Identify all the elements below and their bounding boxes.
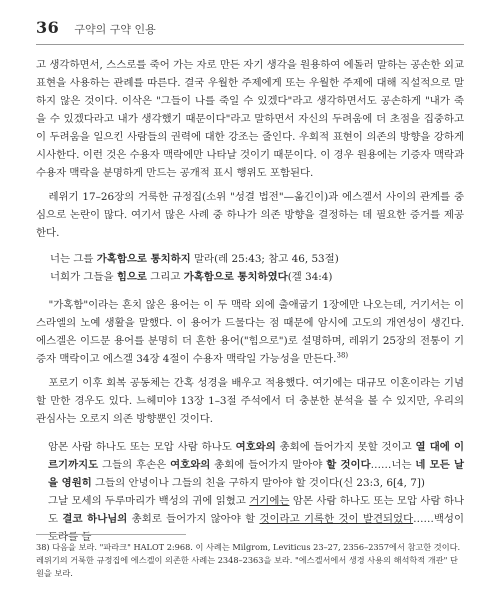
page-number: 36 [36,18,60,37]
footnote-number: 38) [36,542,50,552]
citation-lev: 너는 그를 가혹함으로 통치하지 말라(레 25:43; 참고 46, 53절) [50,253,339,265]
quote-block [48,438,464,546]
paragraph-3: "가혹함"이라는 흔치 않은 용어는 이 두 맥락 외에 출애굽기 1장에만 나오는데, 거기서는 이스라엘의 노예 생활을 말했다. 이 용어가 드물다는 점 때문에 암시에 고도의 개연성이 생긴다. 에스겔은 이드문 용어를 분명히 더 흔한 용어("힘으로")로 설명하며, 레위기 25장의 전통이 기증자 맥락이고 에스겔 34장 4절이 수용자 맥락일 가능성을 만든다.$^{38)}$ [36,299,464,365]
paragraph-2: 레위기 17–26장의 거룩한 규정집(소위 "성결 법전"—옮긴이)과 에스겔서 사이의 관계를 중심으로 논란이 많다. 여기서 많은 사례 중 하나가 의존 방향을 결정하는 데 필요한 증거를 제공한다. [36,191,464,239]
main-text [36,56,464,546]
quote-neh: 그날 모세의 두루마리가 백성의 귀에 읽혔고 거기에는 암몬 사람 하나도 또는 모압 사람 하나도 결코 하나님의 총회로 들어가지 않아야 할 것이라고 기록한 것이 발견되었다……백성이 토라를 들 [48,495,465,543]
footnote-38 [36,541,464,580]
footnote-ref: 38) [336,351,349,360]
quote-deut: 암몬 사람 하나도 또는 모압 사람 하나도 여호와의 총회에 들어가지 못할 것이고 열 대에 이르기까지도 그들의 후손은 여호와의 총회에 들어가지 말아야 할 것이다……너는 네 모든 날을 영원히 그들의 안녕이나 그들의 친을 구하지 말아야 할 것이다(신 23:3, 6[4, 7]) [48,441,465,489]
footnote-text: 다음을 보라. "파라크" HALOT 2:968. 이 사례는 Milgrom, Leviticus 23–27, 2356–2357에서 참고한 것이다. 레위기의 거룩한 규정집에 에스겔이 의존한 사례는 2348–2363을 보라. "에스겔서에서 생경 사용의 해석학적 개관" 단원을 보라. [36,542,461,578]
page-header [36,18,464,40]
footnotes [36,534,464,580]
citation-ezek: 너희가 그들을 힘으로 그리고 가혹함으로 통치하였다(겔 34:4) [50,271,333,283]
running-title: 구약의 구약 인용 [74,23,156,36]
header-rule [36,44,464,45]
paragraph-4: 포로기 이후 회복 공동체는 간혹 성경을 배우고 적용했다. 여기에는 대규모 이혼이라는 기념할 만한 경우도 있다. 느헤미야 13장 1–3절 주석에서 더 충분한 분석을 볼 수 있지만, 우리의 관심사는 오로지 의존 방향뿐인 것이다. [36,377,464,425]
paragraph-1: 고 생각하면서, 스스로를 죽어 가는 자로 만든 자기 생각을 원용하여 에돌러 말하는 공손한 외교 표현을 사용하는 관례를 따른다. 결국 우월한 주제에게 또는 우월한 주제에 대해 직설적으로 말하지 않은 것이다. 이삭은 "그들이 나를 죽일 수 있겠다"라고 생각하면서도 공손하게 "내가 죽을 수 있겠다라고 내가 생각했기 때문이다"라고 말하면서 자신의 두려움에 더 초점을 집중하고 이 두려움을 일으킨 사람들의 권력에 대한 강조는 줄인다. 우회적 표현이 의존의 방향을 강하게 시사한다. 이런 것은 수용자 맥락에만 나타날 것이기 때문이다. 이 경우 원용에는 기증자 맥락과 수용자 맥락을 분명하게 만드는 공개적 표시 행위도 포함된다. [36,59,464,179]
footnote-rule [36,534,186,535]
citation-block [50,250,464,286]
